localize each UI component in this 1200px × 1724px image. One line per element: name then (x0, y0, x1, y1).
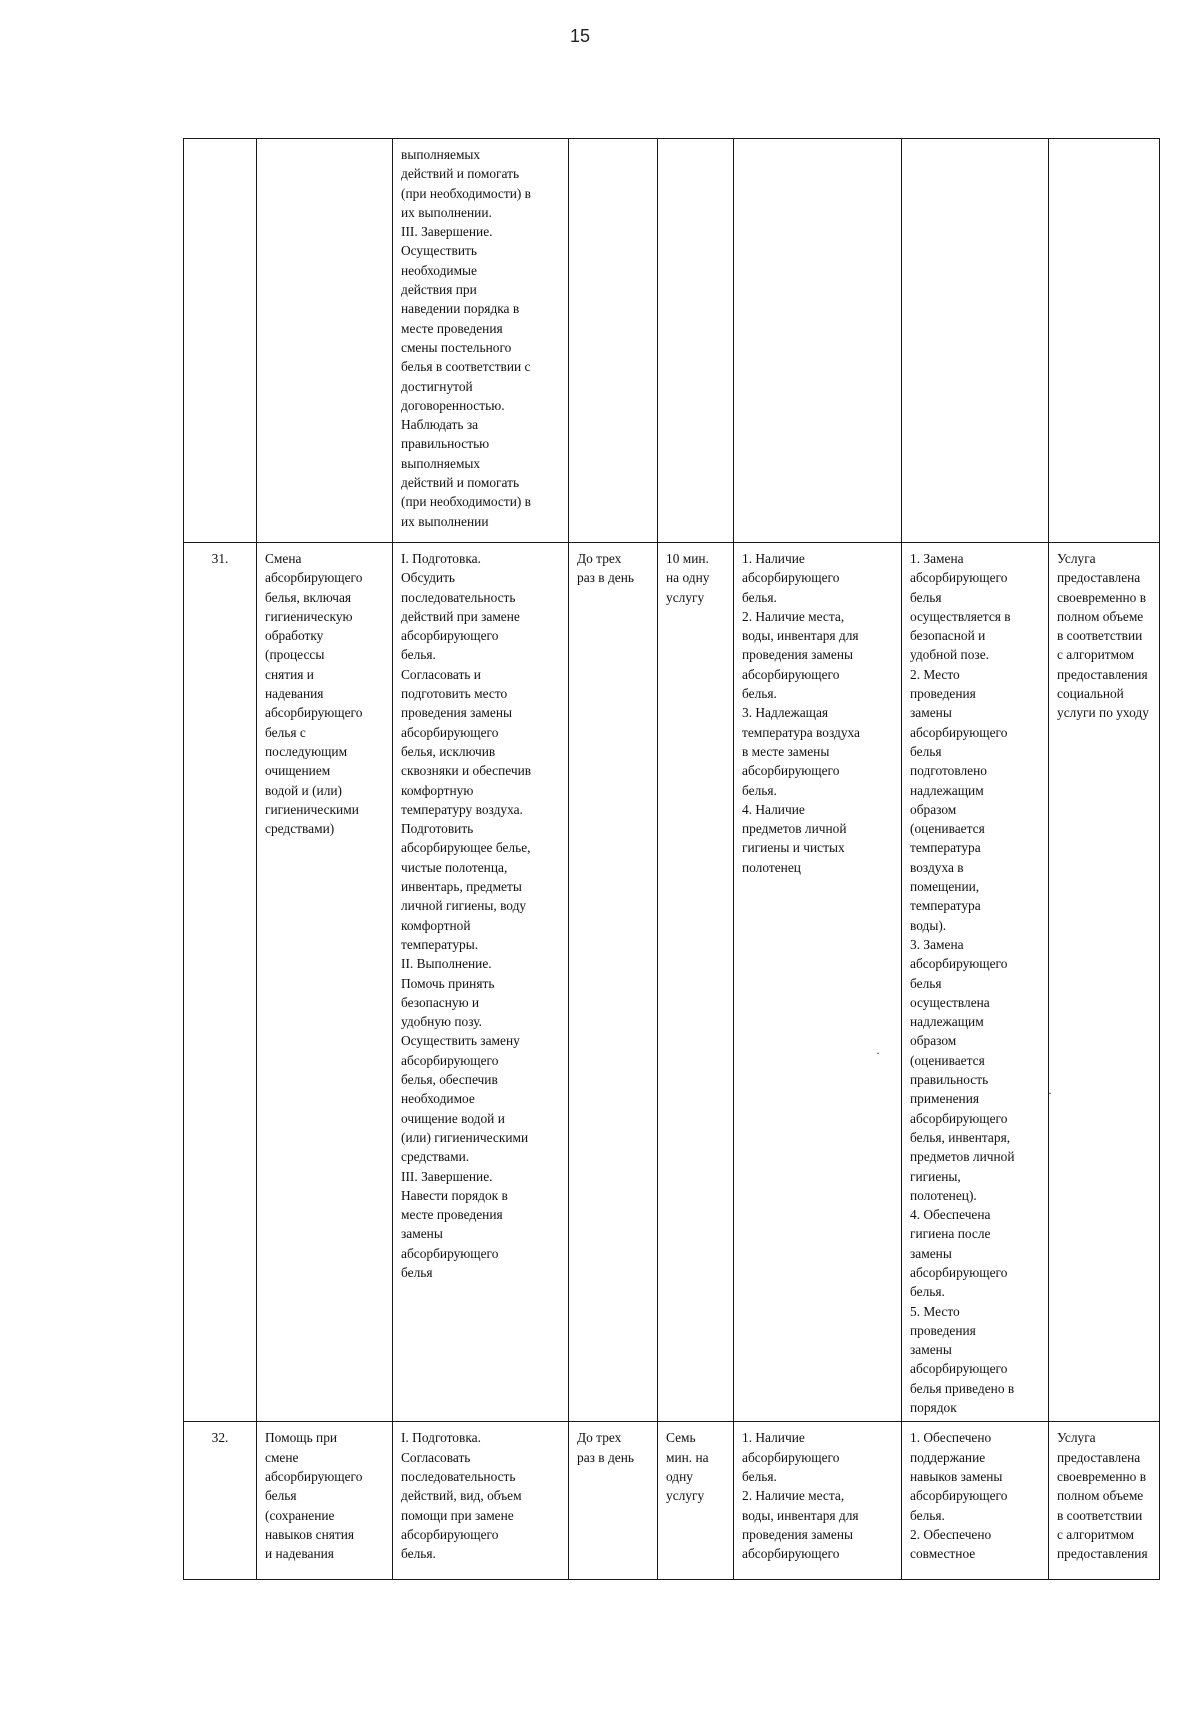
scan-speck: · (876, 1046, 880, 1060)
cell-conditions: 1. Наличие абсорбирующего белья. 2. Наличие места, воды, инвентаря для проведения замены абсорбирующего белья. 3. Надлежащая температура воздуха в месте замены абсорбирующего белья. 4. Наличие предметов личной гигиены и чистых полотенец (734, 543, 902, 1422)
cell-result: Услуга предоставлена своевременно в полном объеме в соответствии с алгоритмом предоставления социальной услуги по уходу (1049, 543, 1160, 1422)
cell-number (184, 139, 257, 543)
cell-service-name: Помощь при смене абсорбирующего белья (сохранение навыков снятия и надевания (257, 1422, 393, 1580)
cell-duration: Семь мин. на одну услугу (658, 1422, 734, 1580)
table-row-continuation (184, 139, 1160, 543)
page-number: 15 (569, 26, 591, 46)
cell-frequency (569, 139, 658, 543)
cell-conditions (734, 139, 902, 543)
services-table (183, 138, 1160, 1580)
cell-service-content: выполняемых действий и помогать (при необходимости) в их выполнении. III. Завершение. Осуществить необходимые действия при наведении порядка в месте проведения смены постельного белья в соответствии с достигнутой договоренностью. Наблюдать за правильностью выполняемых действий и помогать (при необходимости) в их выполнении (393, 139, 569, 543)
cell-result: Услуга предоставлена своевременно в полном объеме в соответствии с алгоритмом предоставления (1049, 1422, 1160, 1580)
cell-indicators: 1. Замена абсорбирующего белья осуществляется в безопасной и удобной позе. 2. Место проведения замены абсорбирующего белья подготовлено надлежащим образом (оценивается температура воздуха в помещении, температура воды). 3. Замена абсорбирующего белья осуществлена надлежащим образом (оценивается правильность применения абсорбирующего белья, инвентаря, предметов личной гигиены, полотенец). 4. Обеспечена гигиена после замены абсорбирующего белья. 5. Место проведения замены абсорбирующего белья приведено в порядок (902, 543, 1049, 1422)
cell-service-content: I. Подготовка. Согласовать последовательность действий, вид, объем помощи при замене абсорбирующего белья. (393, 1422, 569, 1580)
cell-duration: 10 мин. на одну услугу (658, 543, 734, 1422)
cell-service-content: I. Подготовка. Обсудить последовательность действий при замене абсорбирующего белья. Согласовать и подготовить место проведения замены абсорбирующего белья, исключив сквозняки и обеспечив комфортную температуру воздуха. Подготовить абсорбирующее белье, чистые полотенца, инвентарь, предметы личной гигиены, воду комфортной температуры. II. Выполнение. Помочь принять безопасную и удобную позу. Осуществить замену абсорбирующего белья, обеспечив необходимое очищение водой и (или) гигиеническими средствами. III. Завершение. Навести порядок в месте проведения замены абсорбирующего белья (393, 543, 569, 1422)
cell-frequency: До трех раз в день (569, 543, 658, 1422)
cell-number: 31. (184, 543, 257, 1422)
cell-number: 32. (184, 1422, 257, 1580)
cell-indicators (902, 139, 1049, 543)
cell-duration (658, 139, 734, 543)
table-row-31 (184, 543, 1160, 1422)
cell-conditions: 1. Наличие абсорбирующего белья. 2. Наличие места, воды, инвентаря для проведения замены абсорбирующего (734, 1422, 902, 1580)
scan-speck: · (1048, 1086, 1052, 1100)
cell-frequency: До трех раз в день (569, 1422, 658, 1580)
cell-service-name (257, 139, 393, 543)
cell-service-name: Смена абсорбирующего белья, включая гигиеническую обработку (процессы снятия и надевания абсорбирующего белья с последующим очищением водой и (или) гигиеническими средствами) (257, 543, 393, 1422)
cell-indicators: 1. Обеспечено поддержание навыков замены абсорбирующего белья. 2. Обеспечено совместное (902, 1422, 1049, 1580)
table-row-32 (184, 1422, 1160, 1580)
cell-result (1049, 139, 1160, 543)
